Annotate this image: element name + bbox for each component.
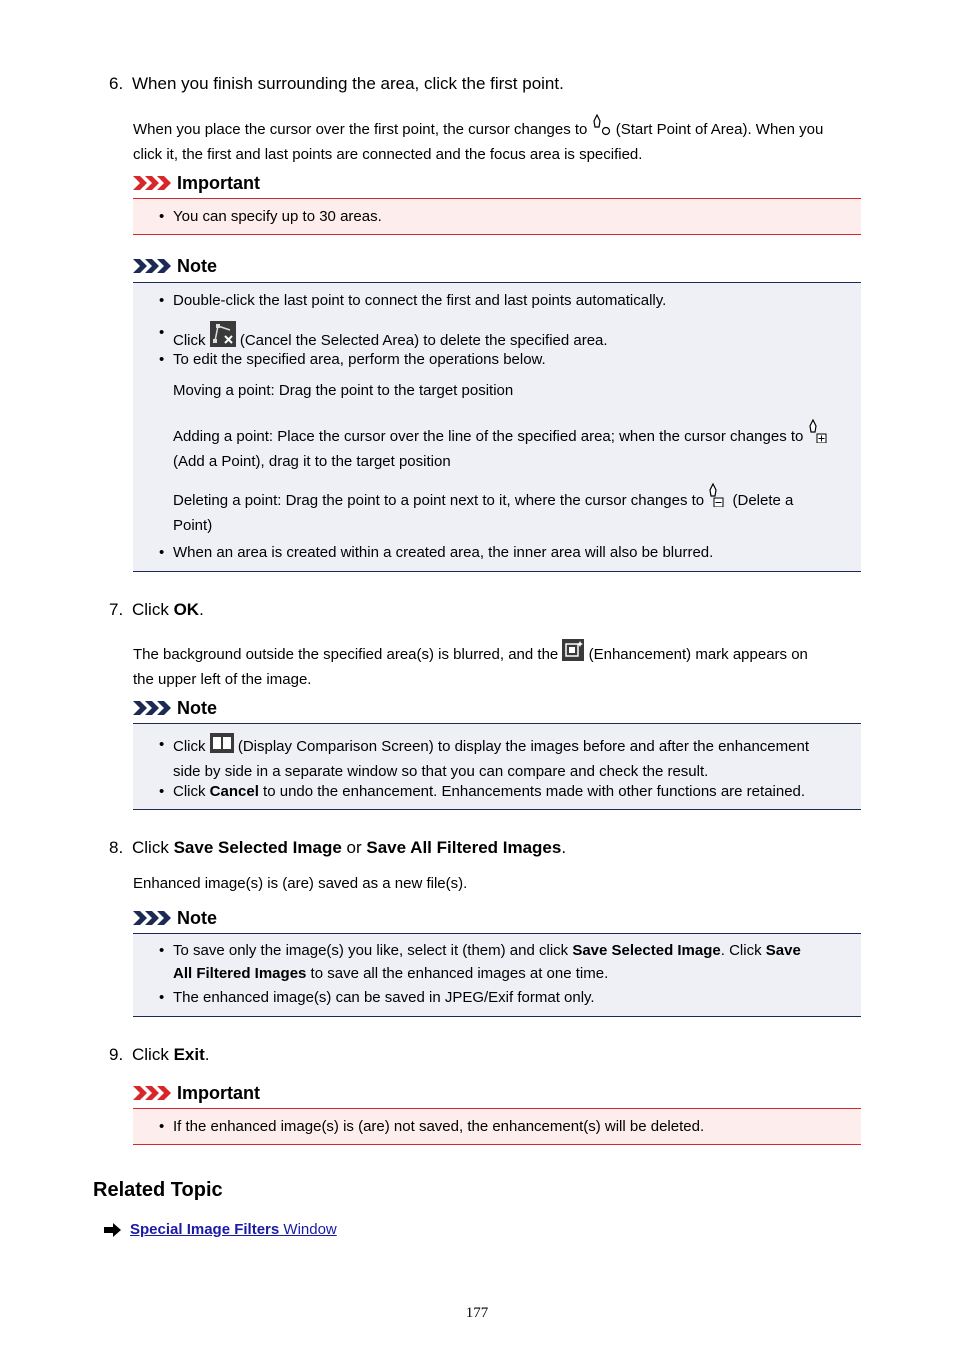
step-8-body: Enhanced image(s) is (are) saved as a new file(s). xyxy=(133,875,468,892)
note-arrows-icon xyxy=(133,258,173,274)
special-image-filters-window-link[interactable]: Special Image Filters Window xyxy=(130,1221,337,1238)
step-7-heading: 7. Click OK. xyxy=(109,600,204,619)
note-box-2 xyxy=(133,723,861,810)
related-topic-heading: Related Topic xyxy=(93,1179,223,1201)
list-item: • The enhanced image(s) can be saved in JPEG/Exif format only. xyxy=(159,989,595,1006)
note-header-2: Note xyxy=(133,697,217,719)
note-arrows-icon xyxy=(133,700,173,716)
enhancement-mark-icon xyxy=(562,639,584,668)
adding-point-text: Adding a point: Place the cursor over the line of the specified area; when the cursor changes to (Add a Point), drag it to the target position xyxy=(173,419,847,473)
list-item: • When an area is created within a created area, the inner area will also be blurred. xyxy=(159,544,714,561)
important-box-2 xyxy=(133,1108,861,1145)
step-6-heading: 6. When you finish surrounding the area, click the first point. xyxy=(109,74,564,93)
important-header-2: Important xyxy=(133,1082,260,1104)
step-9-heading: 9. Click Exit. xyxy=(109,1045,210,1064)
step-8-heading: 8. Click Save Selected Image or Save All Filtered Images. xyxy=(109,838,567,857)
deleting-point-text: Deleting a point: Drag the point to a point next to it, where the cursor changes to (Delete a Point) xyxy=(173,483,847,537)
arrow-right-icon xyxy=(104,1223,122,1237)
related-link-row xyxy=(104,1219,337,1241)
important-arrows-icon xyxy=(133,175,173,191)
important-header-1: Important xyxy=(133,172,260,194)
note-header-1: Note xyxy=(133,255,217,277)
step-6-body: When you place the cursor over the first point, the cursor changes to (Start Point of Area). When you click it, the first and last points are connected and the focus area is specified. xyxy=(133,114,863,166)
important-arrows-icon xyxy=(133,1085,173,1101)
note-header-3: Note xyxy=(133,907,217,929)
list-item: • Double-click the last point to connect the first and last points automatically. xyxy=(159,292,667,309)
page-number: 177 xyxy=(465,1305,489,1321)
list-item: • To edit the specified area, perform the operations below. xyxy=(159,351,546,368)
list-item: • You can specify up to 30 areas. xyxy=(159,208,382,225)
add-point-cursor-icon xyxy=(808,419,828,450)
note-box-3 xyxy=(133,933,861,1017)
display-comparison-screen-icon xyxy=(210,733,234,760)
note-arrows-icon xyxy=(133,910,173,926)
list-item: • To save only the image(s) you like, select it (them) and click Save Selected Image. Click Save All Filtered Images to save all the enhanced images at one time. xyxy=(159,942,801,982)
important-box-1 xyxy=(133,198,861,235)
list-item: • Click (Display Comparison Screen) to display the images before and after the enhancement side by side in a separate window so that you can compare and check the result. xyxy=(173,733,847,783)
moving-point-text: Moving a point: Drag the point to the target position xyxy=(173,382,514,399)
list-item: • Click Cancel to undo the enhancement. Enhancements made with other functions are retained. xyxy=(159,783,806,800)
list-item: • Click (Cancel the Selected Area) to delete the specified area. xyxy=(173,321,847,354)
note-box-1 xyxy=(133,282,861,572)
list-item: • If the enhanced image(s) is (are) not saved, the enhancement(s) will be deleted. xyxy=(159,1118,705,1135)
start-point-cursor-icon xyxy=(592,114,612,143)
step-7-body: The background outside the specified area(s) is blurred, and the (Enhancement) mark appears on the upper left of the image. xyxy=(133,639,863,691)
delete-point-cursor-icon xyxy=(708,483,728,514)
